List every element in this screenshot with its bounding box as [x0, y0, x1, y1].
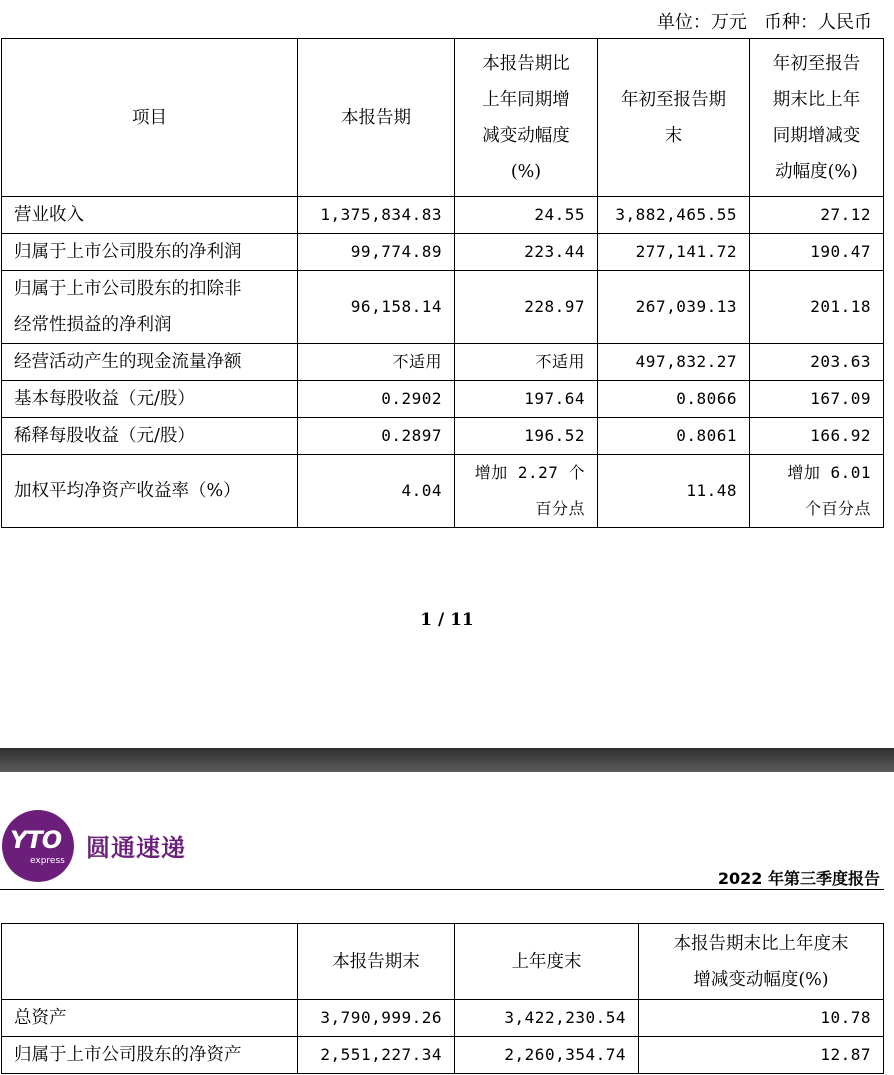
key-financials-table: [1, 38, 884, 528]
table-row: [2, 197, 884, 234]
header-item: [2, 924, 298, 1000]
value-line: 增加 2.27 个: [474, 463, 585, 482]
value-line: 24.55: [534, 205, 585, 224]
label-line: 归属于上市公司股东的净利润: [14, 242, 242, 262]
value-line: 197.64: [524, 389, 585, 408]
header-line: 末: [664, 125, 683, 146]
key-financials-body: [2, 39, 884, 528]
table-row: [2, 381, 884, 418]
table-header-row: [2, 39, 884, 197]
value-ytd-change: [750, 418, 884, 455]
logo-mark: YTO: [10, 826, 62, 854]
value-ytd-change: [750, 271, 884, 344]
label-line: 基本每股收益（元/股）: [14, 389, 195, 409]
header-current-change: [455, 39, 598, 197]
value-ytd-change: [750, 455, 884, 528]
header-line: 增减变动幅度(%): [693, 969, 829, 990]
page-number: 1 / 11: [420, 610, 474, 630]
label-line: 营业收入: [14, 205, 84, 225]
table-row: [2, 234, 884, 271]
value-current-change: [455, 271, 598, 344]
table-row: [2, 1037, 884, 1074]
table-row: [2, 455, 884, 528]
value-ytd: 497,832.27: [598, 344, 750, 381]
value-ytd-change: [750, 344, 884, 381]
header-line: 同期增减变: [772, 125, 861, 146]
value-ytd-change: [750, 234, 884, 271]
value-current-change: [455, 234, 598, 271]
balance-body: [2, 924, 884, 1074]
table-header-row: [2, 924, 884, 1000]
header-prev-year-end: 上年度末: [455, 924, 639, 1000]
value-line: 228.97: [524, 297, 585, 316]
value-prev-year-end: 3,422,230.54: [455, 1000, 639, 1037]
value-line: 不适用: [535, 352, 585, 371]
value-ytd: 277,141.72: [598, 234, 750, 271]
value-line: 196.52: [524, 426, 585, 445]
label-line: 稀释每股收益（元/股）: [14, 426, 195, 446]
value-current-change: [455, 197, 598, 234]
value-ytd-change: [750, 197, 884, 234]
brand-text: 圆通速递: [86, 834, 186, 862]
row-label: 总资产: [2, 1000, 298, 1037]
value-line: 个百分点: [804, 499, 871, 518]
header-line: 减变动幅度: [482, 125, 570, 146]
header-period-end: 本报告期末: [298, 924, 455, 1000]
header-ytd-change: [750, 39, 884, 197]
header-change: [639, 924, 884, 1000]
value-current: 0.2902: [298, 381, 455, 418]
value-current: 1,375,834.83: [298, 197, 455, 234]
value-current: 不适用: [298, 344, 455, 381]
logo-sub: express: [30, 856, 65, 866]
table-row: [2, 344, 884, 381]
label-line: 经常性损益的净利润: [14, 315, 172, 335]
row-label: 归属于上市公司股东的净资产: [2, 1037, 298, 1074]
header-line: 年初至报告: [772, 53, 861, 74]
value-period-end: 3,790,999.26: [298, 1000, 455, 1037]
value-ytd: 3,882,465.55: [598, 197, 750, 234]
value-line: 增加 6.01: [787, 463, 871, 482]
value-line: 百分点: [535, 499, 585, 518]
row-label: [2, 234, 298, 271]
header-line: 上年同期增: [482, 89, 570, 110]
value-period-end: 2,551,227.34: [298, 1037, 455, 1074]
header-line: 本报告期末比上年度末: [673, 933, 849, 954]
balance-table: [1, 923, 884, 1074]
label-line: 经营活动产生的现金流量净额: [14, 352, 242, 372]
yto-logo: [2, 810, 74, 882]
row-label: [2, 455, 298, 528]
report-page-2: [0, 772, 894, 1075]
value-line: 223.44: [524, 242, 585, 261]
row-label: [2, 197, 298, 234]
value-change: 12.87: [639, 1037, 884, 1074]
header-ytd: [598, 39, 750, 197]
value-ytd: 0.8066: [598, 381, 750, 418]
value-current: 0.2897: [298, 418, 455, 455]
value-change: 10.78: [639, 1000, 884, 1037]
value-current: 4.04: [298, 455, 455, 528]
header-line: 期末比上年: [772, 89, 861, 110]
value-current-change: [455, 455, 598, 528]
header-rule: [0, 889, 884, 890]
table-row: [2, 271, 884, 344]
header-item: 项目: [2, 39, 298, 197]
value-line: 166.92: [810, 426, 871, 445]
report-title: 2022 年第三季度报告: [717, 869, 880, 888]
value-current-change: [455, 418, 598, 455]
value-ytd: 11.48: [598, 455, 750, 528]
table-row: [2, 418, 884, 455]
value-ytd: 0.8061: [598, 418, 750, 455]
value-ytd-change: [750, 381, 884, 418]
value-line: 190.47: [810, 242, 871, 261]
value-line: 167.09: [810, 389, 871, 408]
value-current-change: [455, 344, 598, 381]
value-current-change: [455, 381, 598, 418]
value-line: 27.12: [820, 205, 871, 224]
row-label: [2, 381, 298, 418]
value-ytd: 267,039.13: [598, 271, 750, 344]
header-line: 动幅度(%): [775, 161, 858, 182]
row-label: [2, 271, 298, 344]
label-line: 归属于上市公司股东的扣除非: [14, 279, 242, 299]
unit-currency-line: 单位：万元 币种：人民币: [656, 12, 872, 33]
table-row: [2, 1000, 884, 1037]
row-label: [2, 418, 298, 455]
header-current-period: 本报告期: [298, 39, 455, 197]
value-line: 201.18: [810, 297, 871, 316]
row-label: [2, 344, 298, 381]
header-line: (%): [510, 161, 542, 182]
value-current: 99,774.89: [298, 234, 455, 271]
page-separator: [0, 748, 894, 772]
value-current: 96,158.14: [298, 271, 455, 344]
value-prev-year-end: 2,260,354.74: [455, 1037, 639, 1074]
label-line: 加权平均净资产收益率（%）: [14, 481, 241, 501]
header-line: 年初至报告期: [621, 89, 726, 110]
header-line: 本报告期比: [482, 53, 570, 74]
value-line: 203.63: [810, 352, 871, 371]
